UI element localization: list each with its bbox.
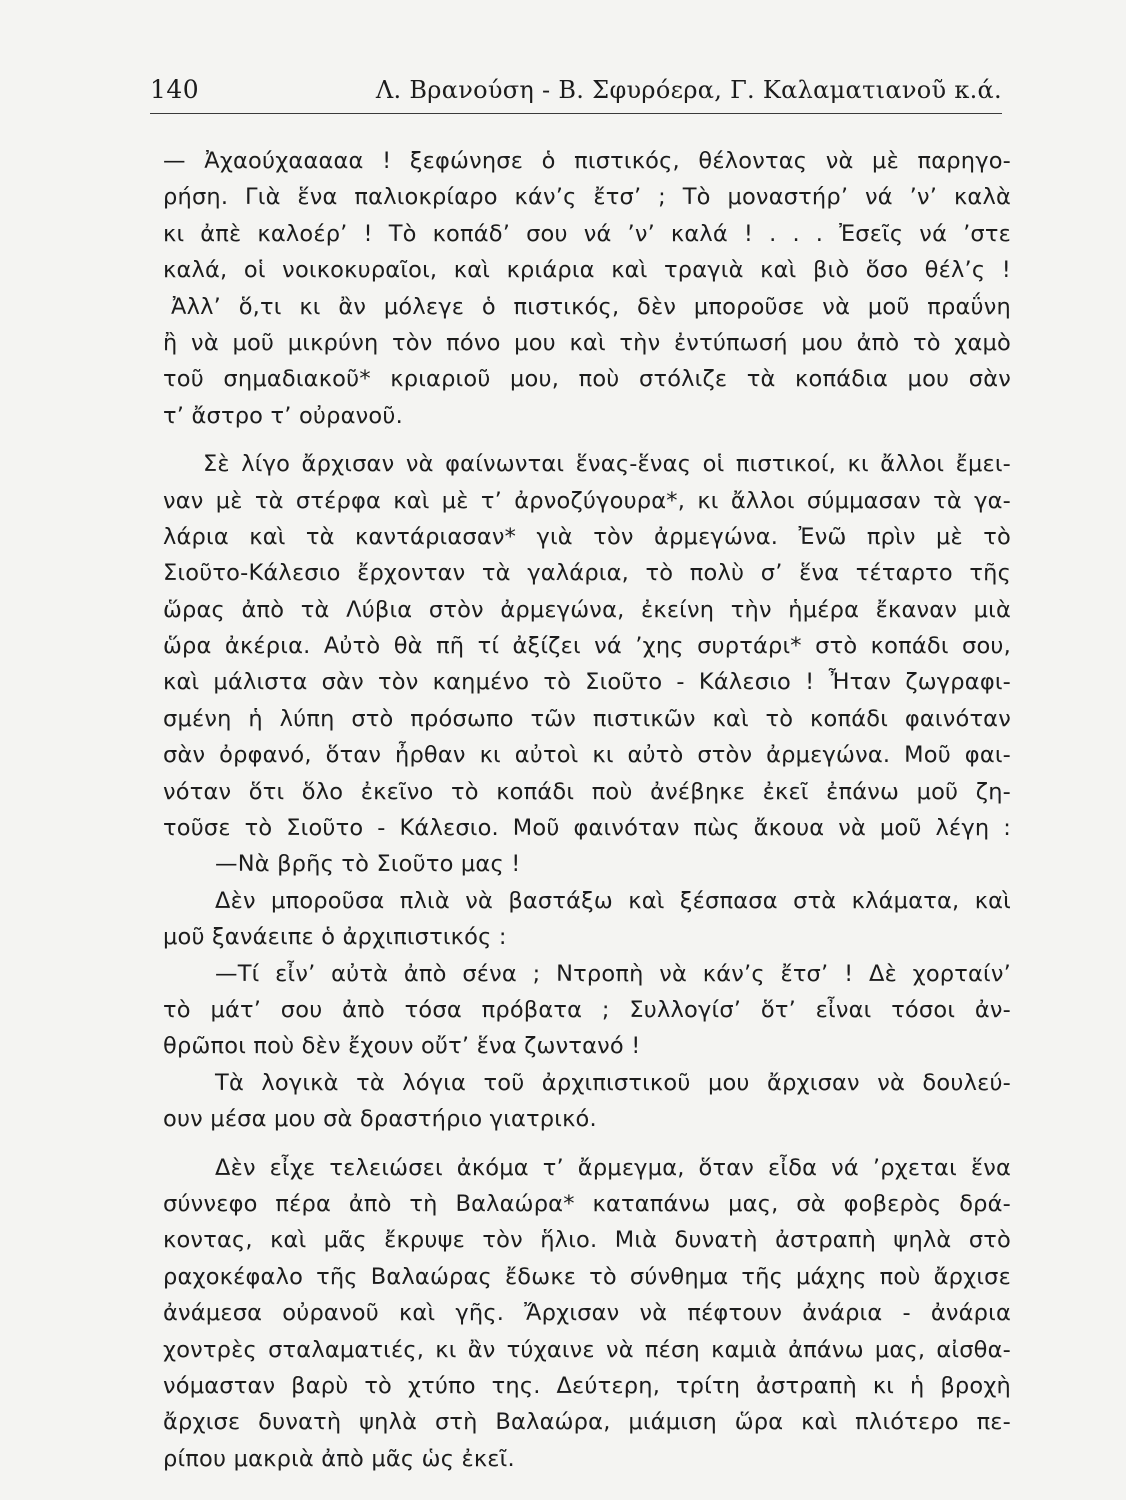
- text-line: ουν μέσα μου σὰ δραστήριο γιατρικό.: [163, 1106, 597, 1133]
- text-body: [163, 143, 1011, 1477]
- text-line: καλά, οἱ νοικοκυραῖοι, καὶ κριάρια καὶ τραγιὰ καὶ βιὸ ὅσο θέλ’ς !: [163, 257, 1011, 284]
- text-line: Δὲν εἶχε τελειώσει ἀκόμα τ’ ἄρμεγμα, ὅταν εἶδα νά ’ρχεται ἕνα: [215, 1154, 1011, 1181]
- text-line: Σὲ λίγο ἄρχισαν νὰ φαίνωνται ἕνας-ἕνας οἱ πιστικοί, κι ἄλλοι ἔμει-: [203, 451, 1011, 478]
- text-line: νόταν ὅτι ὅλο ἐκεῖνο τὸ κοπάδι ποὺ ἀνέβηκε ἐκεῖ ἐπάνω μοῦ ζη-: [163, 778, 1011, 805]
- text-line: τ’ ἄστρο τ’ οὐρανοῦ.: [163, 402, 403, 429]
- text-line: καὶ μάλιστα σὰν τὸν καημένο τὸ Σιοῦτο - Κάλεσιο ! Ἦταν ζωγραφι-: [163, 669, 1011, 696]
- text-line: νόμασταν βαρὺ τὸ χτύπο της. Δεύτερη, τρίτη ἀστραπὴ κι ἡ βροχὴ: [163, 1372, 1011, 1399]
- text-line: μοῦ ξανάειπε ὁ ἀρχιπιστικός :: [163, 924, 507, 951]
- text-line: ὥρα ἀκέρια. Αὐτὸ θὰ πῆ τί ἀξίζει νά ’χης συρτάρι* στὸ κοπάδι σου,: [163, 633, 1011, 660]
- page-header: [150, 72, 1002, 112]
- text-line: ρήση. Γιὰ ἕνα παλιοκρίαρο κάν’ς ἔτσ’ ; Τὸ μοναστήρ’ νά ’ν’ καλὰ: [163, 184, 1011, 211]
- text-line: κι ἀπὲ καλοέρ’ ! Τὸ κοπάδ’ σου νά ’ν’ καλά ! . . . Ἐσεῖς νά ’στε: [163, 220, 1011, 247]
- text-line: ναν μὲ τὰ στέρφα καὶ μὲ τ’ ἀρνοζύγουρα*, κι ἄλλοι σύμμασαν τὰ γα-: [163, 487, 1011, 514]
- text-line: ρίπου μακριὰ ἀπὸ μᾶς ὡς ἐκεῖ.: [163, 1445, 515, 1472]
- text-line: ραχοκέφαλο τῆς Βαλαώρας ἔδωκε τὸ σύνθημα τῆς μάχης ποὺ ἄρχισε: [163, 1263, 1011, 1290]
- text-line: — Ἀχαούχααααα ! ξεφώνησε ὁ πιστικός, θέλοντας νὰ μὲ παρηγο-: [163, 148, 1011, 174]
- text-line: θρῶποι ποὺ δὲν ἔχουν οὔτ’ ἕνα ζωντανό !: [163, 1033, 641, 1060]
- text-line: τοῦ σημαδιακοῦ* κριαριοῦ μου, ποὺ στόλιζε τὰ κοπάδια μου σὰν: [163, 366, 1011, 393]
- text-line: Δὲν μποροῦσα πλιὰ νὰ βαστάξω καὶ ξέσπασα στὰ κλάματα, καὶ: [215, 887, 1011, 914]
- page-number: 140: [150, 75, 200, 104]
- text-line: χοντρὲς σταλαματιές, κι ἂν τύχαινε νὰ πέση καμιὰ ἀπάνω μας, αἰσθα-: [163, 1336, 1011, 1363]
- header-rule: [150, 113, 1002, 114]
- text-line: σύννεφο πέρα ἀπὸ τὴ Βαλαώρα* καταπάνω μας, σὰ φοβερὸς δρά-: [163, 1190, 1011, 1217]
- running-head: Λ. Βρανούση - Β. Σφυρόερα, Γ. Καλαματιανοῦ κ.ά.: [375, 76, 1002, 104]
- text-line: ἄρχισε δυνατὴ ψηλὰ στὴ Βαλαώρα, μιάμιση ὥρα καὶ πλιότερο πε-: [163, 1409, 1011, 1436]
- text-line: ἢ νὰ μοῦ μικρύνη τὸν πόνο μου καὶ τὴν ἐντύπωσή μου ἀπὸ τὸ χαμὸ: [163, 329, 1011, 356]
- text-line: ὥρας ἀπὸ τὰ Λύβια στὸν ἀρμεγώνα, ἐκείνη τὴν ἡμέρα ἔκαναν μιὰ: [163, 596, 1011, 623]
- text-line: λάρια καὶ τὰ καντάριασαν* γιὰ τὸν ἀρμεγώνα. Ἐνῶ πρὶν μὲ τὸ: [163, 523, 1011, 550]
- text-line: σὰν ὀρφανό, ὅταν ἦρθαν κι αὐτοὶ κι αὐτὸ στὸν ἀρμεγώνα. Μοῦ φαι-: [163, 742, 1011, 769]
- text-line: Σιοῦτο-Κάλεσιο ἔρχονταν τὰ γαλάρια, τὸ πολὺ σ’ ἕνα τέταρτο τῆς: [163, 560, 1011, 587]
- text-line: ἀνάμεσα οὐρανοῦ καὶ γῆς. Ἄρχισαν νὰ πέφτουν ἀνάρια - ἀνάρια: [163, 1300, 1011, 1327]
- text-line: τοῦσε τὸ Σιοῦτο - Κάλεσιο. Μοῦ φαινόταν πὼς ἄκουα νὰ μοῦ λέγη :: [163, 815, 1011, 842]
- text-line: —Νὰ βρῆς τὸ Σιοῦτο μας !: [215, 851, 521, 878]
- text-line: Ἀλλ’ ὅ,τι κι ἂν μόλεγε ὁ πιστικός, δὲν μποροῦσε νὰ μοῦ πραΰνη: [171, 293, 1011, 320]
- text-line: σμένη ἡ λύπη στὸ πρόσωπο τῶν πιστικῶν καὶ τὸ κοπάδι φαινόταν: [163, 705, 1011, 732]
- text-line: τὸ μάτ’ σου ἀπὸ τόσα πρόβατα ; Συλλογίσ’ ὅτ’ εἶναι τόσοι ἀν-: [163, 996, 1011, 1023]
- text-line: —Τί εἶν’ αὐτὰ ἀπὸ σένα ; Ντροπὴ νὰ κάν’ς ἔτσ’ ! Δὲ χορταίν’: [215, 960, 1011, 987]
- text-line: κοντας, καὶ μᾶς ἔκρυψε τὸν ἥλιο. Μιὰ δυνατὴ ἀστραπὴ ψηλὰ στὸ: [163, 1227, 1011, 1254]
- text-line: Τὰ λογικὰ τὰ λόγια τοῦ ἀρχιπιστικοῦ μου ἄρχισαν νὰ δουλεύ-: [215, 1069, 1011, 1096]
